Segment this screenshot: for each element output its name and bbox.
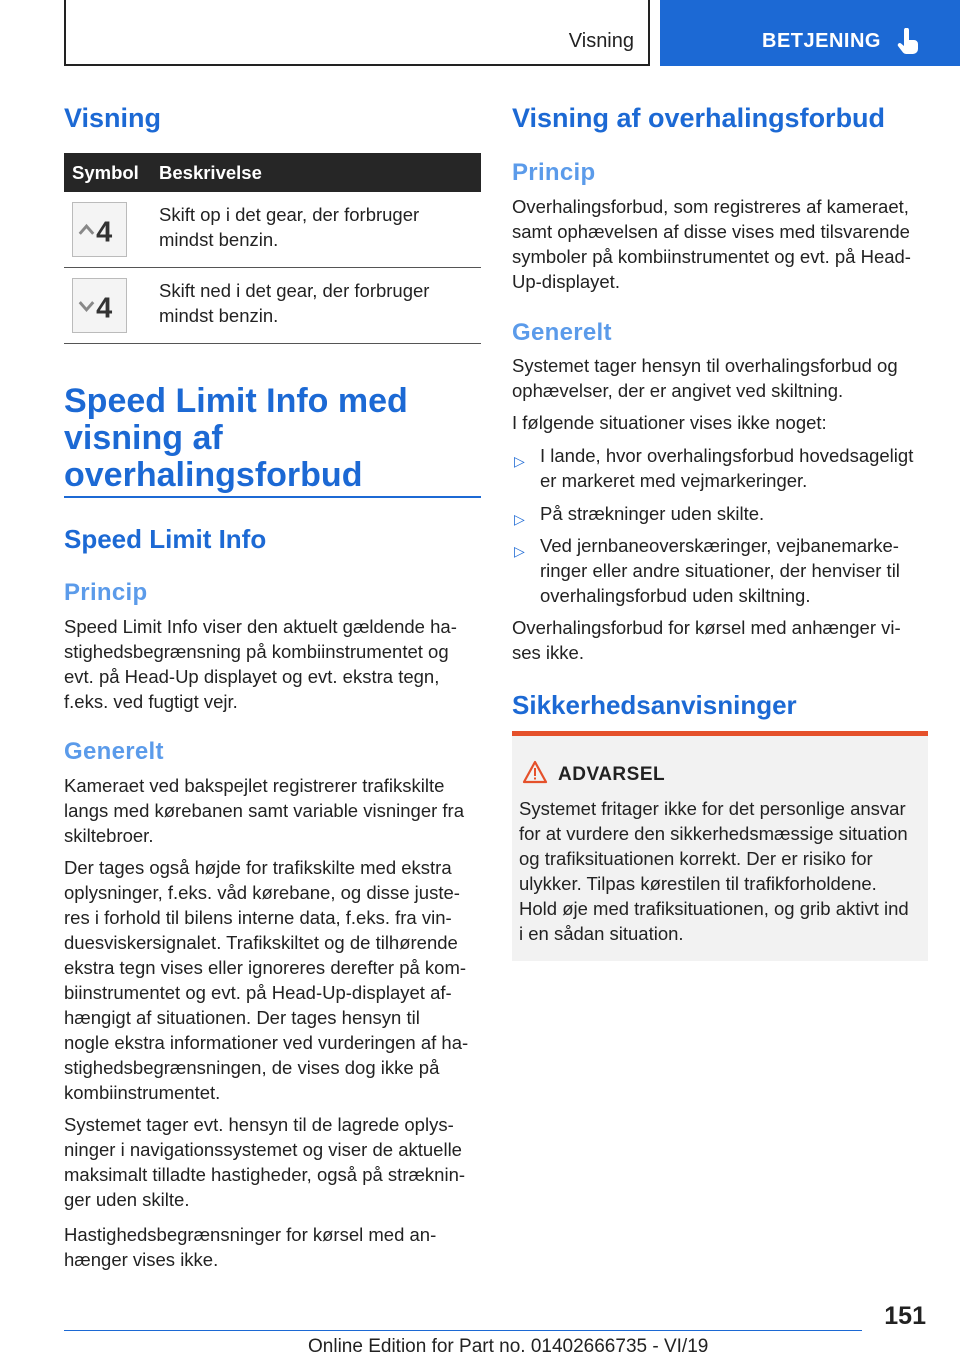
big-title-line: visning af	[64, 419, 223, 457]
speed-limit-big-title	[64, 383, 408, 494]
sli-title: Speed Limit Info	[64, 524, 267, 554]
princip-paragraph: Speed Limit Info viser den aktuelt gældende ha- stighedsbegrænsning på kombiinstrumentet og evt. på Head-Up displayet og evt. ekstra tegn, f.eks. ved fugtigt vejr.	[64, 616, 457, 712]
header-chapter-box	[660, 0, 960, 66]
generelt-paragraph-3: Systemet tager evt. hensyn til de lagrede oplys- ninger i navigationssystemet og viser de aktuelle maksimalt tilladte hastigheder, også på stræknin- ger uden skilte.	[64, 1114, 466, 1210]
footer-rule	[64, 1330, 862, 1331]
symbol-table-header	[64, 153, 481, 192]
svg-text:4: 4	[96, 216, 113, 249]
princip-title: Princip	[64, 579, 148, 606]
warning-triangle-icon	[522, 760, 548, 784]
warning-label: ADVARSEL	[558, 764, 666, 785]
col-symbol-header: Symbol	[72, 162, 139, 183]
shift-up-icon	[72, 202, 127, 257]
hand-pointer-icon	[895, 28, 921, 56]
safety-title: Sikkerhedsanvisninger	[512, 690, 797, 720]
svg-text:4: 4	[96, 292, 113, 325]
big-title-line: overhalingsforbud	[64, 456, 363, 494]
anhaenger-paragraph: Overhalingsforbud for kørsel med anhænger vi- ses ikke.	[512, 617, 901, 663]
triangle-bullet-icon: ▷	[514, 453, 525, 469]
triangle-bullet-icon: ▷	[514, 543, 525, 559]
big-title-line: Speed Limit Info med	[64, 382, 408, 420]
triangle-bullet-icon: ▷	[514, 511, 525, 527]
header-chapter-label: BETJENING	[762, 30, 881, 52]
princip-title: Princip	[512, 159, 596, 186]
shift-down-icon	[72, 278, 127, 333]
header-section-box	[64, 0, 650, 66]
generelt-title: Generelt	[64, 738, 164, 765]
visning-title: Visning	[64, 103, 162, 133]
generelt-paragraph-4: Hastighedsbegrænsninger for kørsel med an- hænger vises ikke.	[64, 1224, 437, 1270]
row-desc-line2: mindst benzin.	[159, 305, 279, 326]
overhaling-title: Visning af overhalingsforbud	[512, 103, 886, 133]
row-desc-line1: Skift op i det gear, der forbruger	[159, 204, 420, 225]
generelt-paragraph: Systemet tager hensyn til overhalingsforbud og ophævelser, der er angivet ved skiltning.	[512, 355, 898, 401]
situations-intro: I følgende situationer vises ikke noget:	[512, 412, 827, 433]
warning-box	[512, 731, 928, 961]
footer-edition: Online Edition for Part no. 01402666735 - VI/19	[308, 1336, 709, 1357]
row-desc-line2: mindst benzin.	[159, 229, 279, 250]
header-section-label: Visning	[568, 30, 634, 52]
col-desc-header: Beskrivelse	[159, 162, 262, 183]
row-desc-line1: Skift ned i det gear, der forbruger	[159, 280, 430, 301]
princip-paragraph: Overhalingsforbud, som registreres af kameraet, samt ophævelsen af disse vises med tilsvarende symboler på kombiinstrumentet og evt. på Head- Up-displayet.	[512, 196, 911, 292]
generelt-title: Generelt	[512, 319, 612, 346]
warning-text: Systemet fritager ikke for det personlige ansvar for at vurdere den sikkerhedsmæssige situation og trafiksituationen korrekt. Der er risiko for ulykker. Tilpas kørestilen til trafikforholdene. Hold øje med trafiksituationen, og grib aktivt ind i en sådan situation.	[519, 798, 909, 944]
page-number: 151	[884, 1302, 926, 1330]
title-rule	[64, 496, 481, 498]
table-row	[64, 192, 481, 268]
generelt-paragraph-1: Kameraet ved bakspejlet registrerer trafikskilte langs med kørebanen samt variable visninger fra skiltebroer.	[64, 775, 464, 846]
generelt-paragraph-2: Der tages også højde for trafikskilte med ekstra oplysninger, f.eks. våd kørebane, og disse juste- res i forhold til bilens interne data, f.eks. fra vin- duesviskersignalet. Trafikskiltet og de tilhørende ekstra tegn vises eller ignoreres derefter på kom- biinstrumentet og evt. på Head-Up-displayet af- hængigt af situationen. Der tages hensyn til nogle ekstra informationer ved vurderingen af ha- stighedsbegrænsningen, de vises dog ikke på kombiinstrumentet.	[64, 857, 469, 1103]
table-row	[64, 268, 481, 344]
